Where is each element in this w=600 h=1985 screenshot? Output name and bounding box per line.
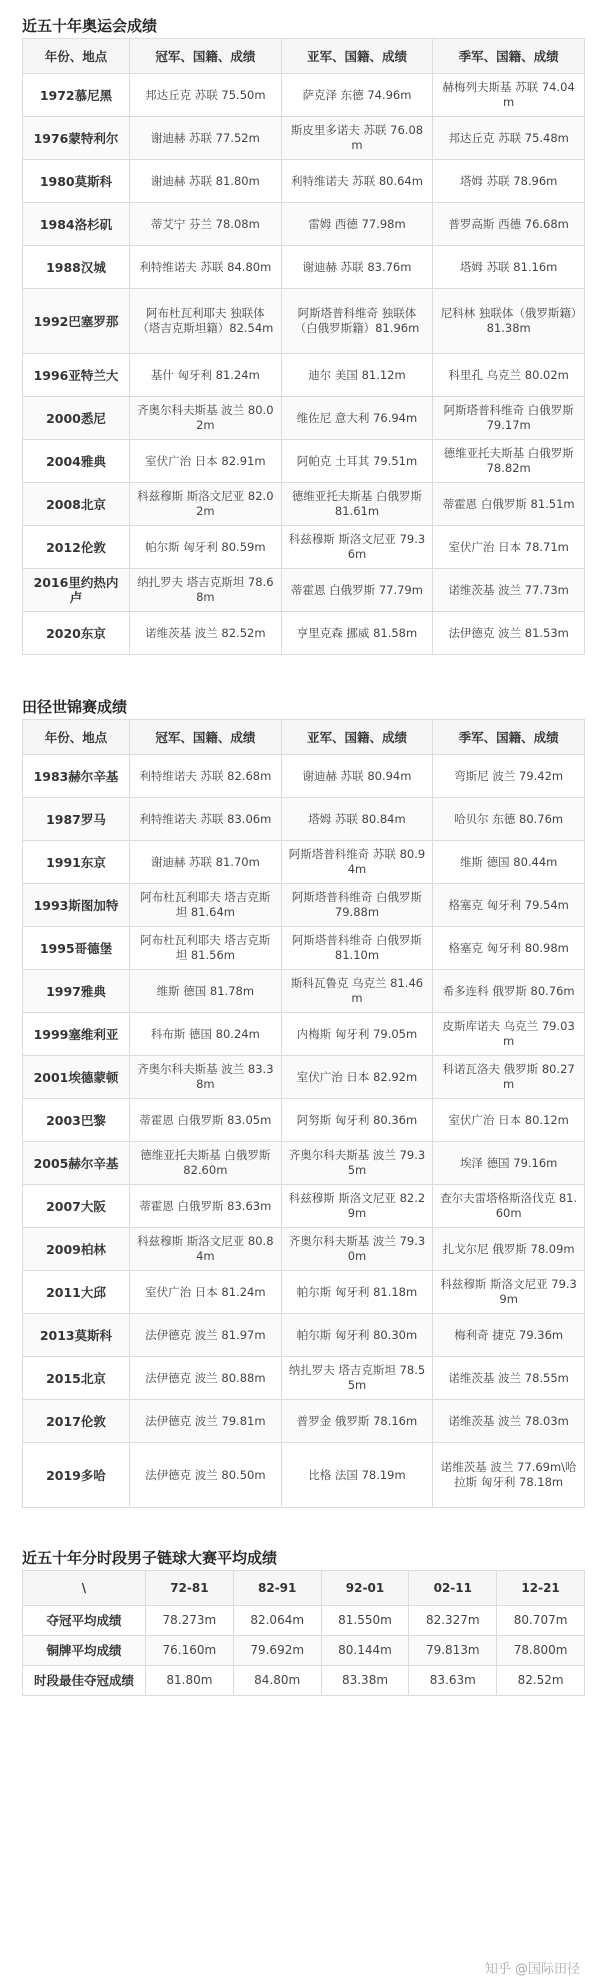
table-cell: 阿斯塔普科维奇 白俄罗斯 79.17m — [433, 397, 585, 440]
table-cell: 78.800m — [497, 1636, 585, 1666]
table-cell: 82.064m — [233, 1606, 321, 1636]
row-label-cell: 2016里约热内卢 — [23, 569, 130, 612]
table-row — [23, 246, 585, 289]
table-cell: 79.692m — [233, 1636, 321, 1666]
row-label-cell: 2007大阪 — [23, 1185, 130, 1228]
table-row — [23, 1400, 585, 1443]
table-cell: 谢迪赫 苏联 81.70m — [130, 841, 282, 884]
table-cell: 阿斯塔普科维奇 苏联 80.94m — [281, 841, 433, 884]
table-row — [23, 569, 585, 612]
table-cell: 谢迪赫 苏联 77.52m — [130, 117, 282, 160]
table-cell: 79.813m — [409, 1636, 497, 1666]
column-header: 冠军、国籍、成绩 — [130, 39, 282, 74]
table-cell: 德维亚托夫斯基 白俄罗斯 78.82m — [433, 440, 585, 483]
row-label-cell: 夺冠平均成绩 — [23, 1606, 146, 1636]
table-cell: 阿布杜瓦利耶夫 塔吉克斯坦 81.56m — [130, 927, 282, 970]
table-cell: 82.52m — [497, 1666, 585, 1696]
table-row — [23, 397, 585, 440]
table-row — [23, 440, 585, 483]
table-cell: 利特维诺夫 苏联 82.68m — [130, 755, 282, 798]
table-cell: 阿布杜瓦利耶夫 塔吉克斯坦 81.64m — [130, 884, 282, 927]
table-row — [23, 1314, 585, 1357]
table-cell: 阿努斯 匈牙利 80.36m — [281, 1099, 433, 1142]
olympics-table — [22, 38, 585, 655]
table-cell: 室伏广治 日本 81.24m — [130, 1271, 282, 1314]
table-row — [23, 1013, 585, 1056]
table-cell: 帕尔斯 匈牙利 81.18m — [281, 1271, 433, 1314]
table-cell: 邦达丘克 苏联 75.48m — [433, 117, 585, 160]
table-cell: 法伊德克 波兰 80.88m — [130, 1357, 282, 1400]
column-header: 冠军、国籍、成绩 — [130, 720, 282, 755]
table-cell: 科兹穆斯 斯洛文尼亚 79.39m — [433, 1271, 585, 1314]
table-cell: 亨里克森 挪威 81.58m — [281, 612, 433, 655]
table-row — [23, 755, 585, 798]
row-label-cell: 1987罗马 — [23, 798, 130, 841]
table-cell: 迪尔 美国 81.12m — [281, 354, 433, 397]
table-row — [23, 612, 585, 655]
table-cell: 78.273m — [146, 1606, 234, 1636]
row-label-cell: 2013莫斯科 — [23, 1314, 130, 1357]
table-row — [23, 1357, 585, 1400]
table-cell: 室伏广治 日本 82.92m — [281, 1056, 433, 1099]
table-row — [23, 1606, 585, 1636]
table-cell: 谢迪赫 苏联 81.80m — [130, 160, 282, 203]
table-row — [23, 354, 585, 397]
table-cell: 普罗金 俄罗斯 78.16m — [281, 1400, 433, 1443]
table-cell: 76.160m — [146, 1636, 234, 1666]
table-cell: 蒂霍恩 白俄罗斯 83.63m — [130, 1185, 282, 1228]
table-cell: 科兹穆斯 斯洛文尼亚 82.29m — [281, 1185, 433, 1228]
averages-title: 近五十年分时段男子链球大赛平均成绩 — [22, 1549, 278, 1567]
table-row — [23, 1056, 585, 1099]
table-cell: 诺维茨基 波兰 78.55m — [433, 1357, 585, 1400]
row-label-cell: 1972慕尼黑 — [23, 74, 130, 117]
row-label-cell: 2008北京 — [23, 483, 130, 526]
column-header: 季军、国籍、成绩 — [433, 39, 585, 74]
row-label-cell: 1983赫尔辛基 — [23, 755, 130, 798]
table-cell: 格塞克 匈牙利 80.98m — [433, 927, 585, 970]
table-row — [23, 289, 585, 354]
row-label-cell: 1992巴塞罗那 — [23, 289, 130, 354]
table-cell: 尼科林 独联体（俄罗斯籍）81.38m — [433, 289, 585, 354]
table-row — [23, 841, 585, 884]
table-row — [23, 203, 585, 246]
table-cell: 室伏广治 日本 82.91m — [130, 440, 282, 483]
table-cell: 84.80m — [233, 1666, 321, 1696]
row-label-cell: 2003巴黎 — [23, 1099, 130, 1142]
table-cell: 斯科瓦鲁克 乌克兰 81.46m — [281, 970, 433, 1013]
column-header: 12-21 — [497, 1571, 585, 1606]
worlds-table — [22, 719, 585, 1508]
table-row — [23, 526, 585, 569]
column-header: 年份、地点 — [23, 39, 130, 74]
averages-table — [22, 1570, 585, 1696]
table-cell: 齐奥尔科夫斯基 波兰 83.38m — [130, 1056, 282, 1099]
table-cell: 梅利奇 捷克 79.36m — [433, 1314, 585, 1357]
column-header: 92-01 — [321, 1571, 409, 1606]
table-cell: 阿斯塔普科维奇 白俄罗斯 81.10m — [281, 927, 433, 970]
table-cell: 哈贝尔 东德 80.76m — [433, 798, 585, 841]
table-cell: 80.144m — [321, 1636, 409, 1666]
row-label-cell: 2012伦敦 — [23, 526, 130, 569]
worlds-body — [23, 755, 585, 1508]
table-cell: 利特维诺夫 苏联 80.64m — [281, 160, 433, 203]
table-cell: 科兹穆斯 斯洛文尼亚 80.84m — [130, 1228, 282, 1271]
table-cell: 弯斯尼 波兰 79.42m — [433, 755, 585, 798]
row-label-cell: 2011大邱 — [23, 1271, 130, 1314]
table-cell: 内梅斯 匈牙利 79.05m — [281, 1013, 433, 1056]
row-label-cell: 时段最佳夺冠成绩 — [23, 1666, 146, 1696]
table-cell: 81.80m — [146, 1666, 234, 1696]
table-cell: 科布斯 德国 80.24m — [130, 1013, 282, 1056]
table-cell: 维斯 德国 81.78m — [130, 970, 282, 1013]
table-cell: 83.63m — [409, 1666, 497, 1696]
table-cell: 德维亚托夫斯基 白俄罗斯 82.60m — [130, 1142, 282, 1185]
table-cell: 齐奥尔科夫斯基 波兰 79.30m — [281, 1228, 433, 1271]
worlds-title: 田径世锦赛成绩 — [22, 698, 128, 716]
table-cell: 普罗高斯 西德 76.68m — [433, 203, 585, 246]
column-header: 亚军、国籍、成绩 — [281, 720, 433, 755]
averages-body — [23, 1606, 585, 1696]
table-cell: 德维亚托夫斯基 白俄罗斯 81.61m — [281, 483, 433, 526]
table-row — [23, 1099, 585, 1142]
table-cell: 维斯 德国 80.44m — [433, 841, 585, 884]
row-label-cell: 2020东京 — [23, 612, 130, 655]
table-cell: 基什 匈牙利 81.24m — [130, 354, 282, 397]
table-cell: 蒂艾宁 芬兰 78.08m — [130, 203, 282, 246]
table-cell: 扎戈尔尼 俄罗斯 78.09m — [433, 1228, 585, 1271]
table-cell: 科里孔 乌克兰 80.02m — [433, 354, 585, 397]
table-cell: 利特维诺夫 苏联 83.06m — [130, 798, 282, 841]
table-cell: 室伏广治 日本 78.71m — [433, 526, 585, 569]
table-row — [23, 483, 585, 526]
column-header: \ — [23, 1571, 146, 1606]
row-label-cell: 1988汉城 — [23, 246, 130, 289]
table-cell: 室伏广治 日本 80.12m — [433, 1099, 585, 1142]
table-row — [23, 160, 585, 203]
row-label-cell: 1984洛杉矶 — [23, 203, 130, 246]
table-cell: 法伊德克 波兰 80.50m — [130, 1443, 282, 1508]
row-label-cell: 2017伦敦 — [23, 1400, 130, 1443]
table-row — [23, 117, 585, 160]
table-cell: 帕尔斯 匈牙利 80.30m — [281, 1314, 433, 1357]
olympics-body — [23, 74, 585, 655]
table-cell: 谢迪赫 苏联 83.76m — [281, 246, 433, 289]
table-cell: 诺维茨基 波兰 77.69m\哈拉斯 匈牙利 78.18m — [433, 1443, 585, 1508]
table-cell: 诺维茨基 波兰 78.03m — [433, 1400, 585, 1443]
table-row — [23, 798, 585, 841]
table-cell: 希多连科 俄罗斯 80.76m — [433, 970, 585, 1013]
table-cell: 科诺瓦洛夫 俄罗斯 80.27m — [433, 1056, 585, 1099]
column-header: 季军、国籍、成绩 — [433, 720, 585, 755]
row-label-cell: 2005赫尔辛基 — [23, 1142, 130, 1185]
table-row — [23, 1185, 585, 1228]
table-cell: 81.550m — [321, 1606, 409, 1636]
table-row — [23, 927, 585, 970]
table-row — [23, 1443, 585, 1508]
table-cell: 格塞克 匈牙利 79.54m — [433, 884, 585, 927]
table-row — [23, 1271, 585, 1314]
column-header: 82-91 — [233, 1571, 321, 1606]
row-label-cell: 1999塞维利亚 — [23, 1013, 130, 1056]
table-row — [23, 74, 585, 117]
row-label-cell: 1995哥德堡 — [23, 927, 130, 970]
table-header-row — [23, 1571, 585, 1606]
table-cell: 赫梅列夫斯基 苏联 74.04m — [433, 74, 585, 117]
row-label-cell: 2019多哈 — [23, 1443, 130, 1508]
table-cell: 皮斯库诺夫 乌克兰 79.03m — [433, 1013, 585, 1056]
row-label-cell: 1996亚特兰大 — [23, 354, 130, 397]
table-cell: 谢迪赫 苏联 80.94m — [281, 755, 433, 798]
table-cell: 利特维诺夫 苏联 84.80m — [130, 246, 282, 289]
table-cell: 蒂霍恩 白俄罗斯 83.05m — [130, 1099, 282, 1142]
olympics-title: 近五十年奥运会成绩 — [22, 17, 158, 35]
table-cell: 齐奥尔科夫斯基 波兰 79.35m — [281, 1142, 433, 1185]
table-cell: 80.707m — [497, 1606, 585, 1636]
table-cell: 塔姆 苏联 80.84m — [281, 798, 433, 841]
table-cell: 齐奥尔科夫斯基 波兰 80.02m — [130, 397, 282, 440]
table-cell: 萨克泽 东德 74.96m — [281, 74, 433, 117]
column-header: 02-11 — [409, 1571, 497, 1606]
row-label-cell: 1991东京 — [23, 841, 130, 884]
row-label-cell: 2015北京 — [23, 1357, 130, 1400]
row-label-cell: 2009柏林 — [23, 1228, 130, 1271]
table-header-row — [23, 720, 585, 755]
column-header: 亚军、国籍、成绩 — [281, 39, 433, 74]
row-label-cell: 铜牌平均成绩 — [23, 1636, 146, 1666]
table-cell: 阿帕克 土耳其 79.51m — [281, 440, 433, 483]
column-header: 72-81 — [146, 1571, 234, 1606]
table-cell: 埃泽 德国 79.16m — [433, 1142, 585, 1185]
table-row — [23, 1142, 585, 1185]
watermark: 知乎 @国际田径 — [484, 1962, 580, 1977]
table-cell: 塔姆 苏联 81.16m — [433, 246, 585, 289]
table-cell: 蒂霍恩 白俄罗斯 77.79m — [281, 569, 433, 612]
table-cell: 阿布杜瓦利耶夫 独联体（塔吉克斯坦籍）82.54m — [130, 289, 282, 354]
table-cell: 82.327m — [409, 1606, 497, 1636]
table-cell: 比格 法国 78.19m — [281, 1443, 433, 1508]
table-cell: 阿斯塔普科维奇 独联体（白俄罗斯籍）81.96m — [281, 289, 433, 354]
table-cell: 帕尔斯 匈牙利 80.59m — [130, 526, 282, 569]
row-label-cell: 2001埃德蒙顿 — [23, 1056, 130, 1099]
row-label-cell: 1976蒙特利尔 — [23, 117, 130, 160]
table-cell: 法伊德克 波兰 81.53m — [433, 612, 585, 655]
table-row — [23, 884, 585, 927]
table-cell: 查尔夫雷塔格斯洛伐克 81.60m — [433, 1185, 585, 1228]
row-label-cell: 2004雅典 — [23, 440, 130, 483]
table-cell: 阿斯塔普科维奇 白俄罗斯 79.88m — [281, 884, 433, 927]
table-cell: 法伊德克 波兰 81.97m — [130, 1314, 282, 1357]
table-row — [23, 1636, 585, 1666]
table-row — [23, 1228, 585, 1271]
table-cell: 雷姆 西德 77.98m — [281, 203, 433, 246]
row-label-cell: 1980莫斯科 — [23, 160, 130, 203]
column-header: 年份、地点 — [23, 720, 130, 755]
table-cell: 法伊德克 波兰 79.81m — [130, 1400, 282, 1443]
table-cell: 诺维茨基 波兰 82.52m — [130, 612, 282, 655]
table-row — [23, 1666, 585, 1696]
table-cell: 科兹穆斯 斯洛文尼亚 82.02m — [130, 483, 282, 526]
table-cell: 83.38m — [321, 1666, 409, 1696]
table-cell: 诺维茨基 波兰 77.73m — [433, 569, 585, 612]
table-cell: 邦达丘克 苏联 75.50m — [130, 74, 282, 117]
row-label-cell: 2000悉尼 — [23, 397, 130, 440]
table-row — [23, 970, 585, 1013]
table-cell: 纳扎罗夫 塔吉克斯坦 78.55m — [281, 1357, 433, 1400]
table-cell: 科兹穆斯 斯洛文尼亚 79.36m — [281, 526, 433, 569]
table-cell: 塔姆 苏联 78.96m — [433, 160, 585, 203]
table-header-row — [23, 39, 585, 74]
table-cell: 维佐尼 意大利 76.94m — [281, 397, 433, 440]
row-label-cell: 1993斯图加特 — [23, 884, 130, 927]
table-cell: 纳扎罗夫 塔吉克斯坦 78.68m — [130, 569, 282, 612]
table-cell: 蒂霍恩 白俄罗斯 81.51m — [433, 483, 585, 526]
table-cell: 斯皮里多诺夫 苏联 76.08m — [281, 117, 433, 160]
row-label-cell: 1997雅典 — [23, 970, 130, 1013]
